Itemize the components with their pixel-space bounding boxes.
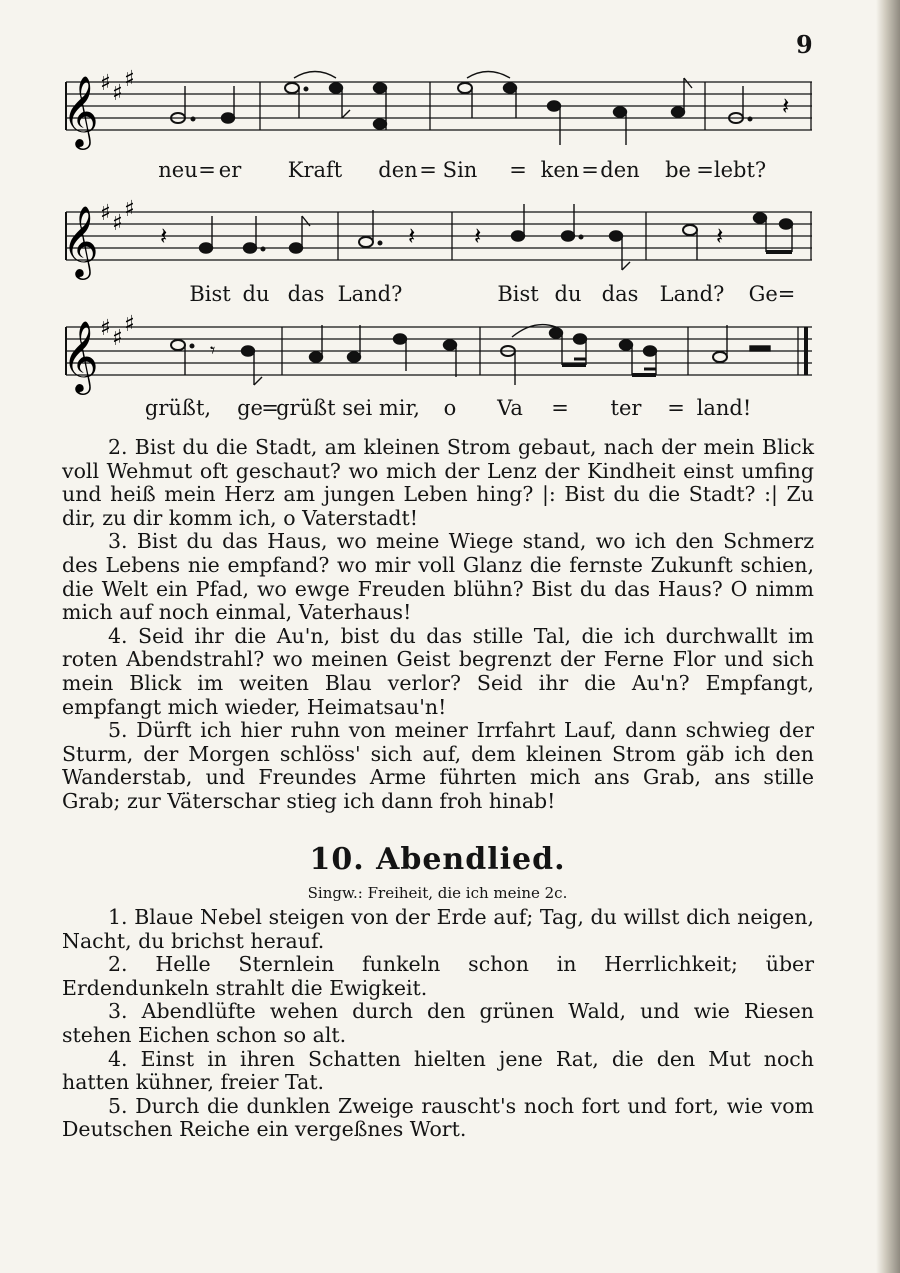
lyrics-line-1 (60, 158, 820, 188)
lyric-syllable: = (551, 396, 569, 420)
lyric-syllable: grüßt, (144, 396, 212, 420)
rest-icon: 𝄽 (474, 222, 482, 250)
lyric-syllable: Bist (497, 282, 539, 306)
lyric-syllable: neu (158, 158, 198, 182)
verse-paragraph: 5. Durch die dunklen Zweige rauscht's noch fort und fort, wie vom Deutschen Reiche ein vergeßnes Wort. (62, 1093, 814, 1142)
rest-icon: 𝄽 (408, 222, 416, 250)
verse-paragraph: 1. Blaue Nebel steigen von der Erde auf; Tag, du willst dich neigen, Nacht, du brichst herauf. (62, 905, 814, 953)
sharp-icon: ♯ (124, 67, 135, 92)
lyric-syllable: Kraft (287, 158, 343, 182)
sharp-icon: ♯ (124, 197, 135, 222)
lyric-syllable: = (419, 158, 437, 182)
lyric-syllable: = (198, 158, 216, 182)
music-staff-3 (60, 305, 815, 405)
verse-paragraph: 2. Helle Sternlein funkeln schon in Herrlichkeit; über Erdendunkeln strahlt die Ewigkeit. (62, 952, 814, 1000)
music-staff-1 (60, 60, 815, 160)
page-number: 9 (796, 30, 813, 59)
lyric-syllable: er (218, 158, 242, 182)
sharp-icon: ♯ (112, 326, 123, 351)
lyrics-line-3 (60, 396, 820, 426)
verse-paragraph: 4. Seid ihr die Au'n, bist du das stille Tal, die ich durchwallt im roten Abendstrahl? wo meinen Geist begrenzt der Ferne Flor und sich mein Blick im weiten Blau verlor? Seid ihr die Au'n? Empfangt, empfangt mich wieder, Heimatsau'n! (62, 623, 814, 719)
lyric-syllable: ter (610, 396, 642, 420)
lyric-syllable: den (378, 158, 418, 182)
verse-paragraph: 3. Abendlüfte wehen durch den grünen Wald, und wie Riesen stehen Eichen schon so alt. (62, 999, 814, 1047)
lyric-syllable: Bist (189, 282, 231, 306)
lyric-syllable: = (509, 158, 527, 182)
song-9-verses (62, 436, 814, 814)
verse-paragraph: 2. Bist du die Stadt, am kleinen Strom gebaut, nach der mein Blick voll Wehmut oft geschaut? wo mich der Lenz der Kindheit einst umfing und heiß mein Herz am jungen Leben hing? |: Bist du die Stadt? :| Zu dir, zu dir komm ich, o Vaterstadt! (62, 435, 814, 530)
verse-paragraph: 4. Einst in ihren Schatten hielten jene Rat, die den Mut noch hatten kühner, freier Tat. (62, 1046, 814, 1095)
lyric-syllable: ken (540, 158, 580, 182)
lyric-syllable: land! (696, 396, 752, 420)
sharp-icon: ♯ (100, 71, 111, 96)
lyric-syllable: = (667, 396, 685, 420)
sharp-icon: ♯ (100, 201, 111, 226)
sharp-icon: ♯ (124, 312, 135, 337)
treble-clef-icon: 𝄞 (62, 319, 99, 392)
music-staff-2 (60, 190, 815, 290)
lyric-syllable: das (287, 282, 325, 306)
lyric-syllable: ge (237, 396, 263, 420)
lyric-syllable: = (696, 158, 714, 182)
lyric-syllable: be (665, 158, 691, 182)
lyric-syllable: das (601, 282, 639, 306)
lyric-syllable: den (600, 158, 640, 182)
treble-clef-icon: 𝄞 (62, 204, 99, 277)
treble-clef-icon: 𝄞 (62, 74, 99, 147)
verse-paragraph: 5. Dürft ich hier ruhn von meiner Irrfahrt Lauf, dann schwieg der Sturm, der Morgen schlöss' sich auf, dem kleinen Strom gäb ich den Wanderstab, und Freundes Arme führten mich ans Grab, ans stille Grab; zur Väterschar stieg ich dann froh hinab! (62, 718, 814, 813)
lyric-syllable: Va (497, 396, 523, 420)
tune-reference: Singw.: Freiheit, die ich meine 2c. (307, 884, 568, 902)
sharp-icon: ♯ (100, 316, 111, 341)
lyric-syllable: = (581, 158, 599, 182)
lyric-syllable: o (443, 396, 457, 420)
page-edge-shadow (876, 0, 900, 1273)
rest-icon: 𝄽 (716, 222, 724, 250)
lyric-syllable: Sin (442, 158, 478, 182)
lyric-syllable: Land? (659, 282, 725, 306)
song-title: 10. Abendlied. (309, 842, 566, 877)
lyric-syllable: Ge= (748, 282, 796, 306)
lyric-syllable: du (554, 282, 582, 306)
verse-paragraph: 3. Bist du das Haus, wo meine Wiege stand, wo ich den Schmerz des Lebens nie empfand? wo mir voll Glanz die fernste Zukunft schien, die Welt ein Pfad, wo ewge Freuden blühn? Bist du das Haus? O nimm mich auf noch einmal, Vaterhaus! (62, 529, 814, 625)
sharp-icon: ♯ (112, 211, 123, 236)
rest-icon: 𝄽 (782, 92, 790, 120)
rest-icon: 𝄾 (210, 338, 216, 362)
lyric-syllable: Land? (337, 282, 403, 306)
lyric-syllable: lebt? (713, 158, 767, 182)
sharp-icon: ♯ (112, 81, 123, 106)
lyric-syllable: grüßt sei mir, (276, 396, 420, 420)
lyric-syllable: = (261, 396, 279, 420)
lyric-syllable: du (242, 282, 270, 306)
song-10-verses (62, 906, 814, 1142)
rest-icon: 𝄽 (160, 222, 168, 250)
